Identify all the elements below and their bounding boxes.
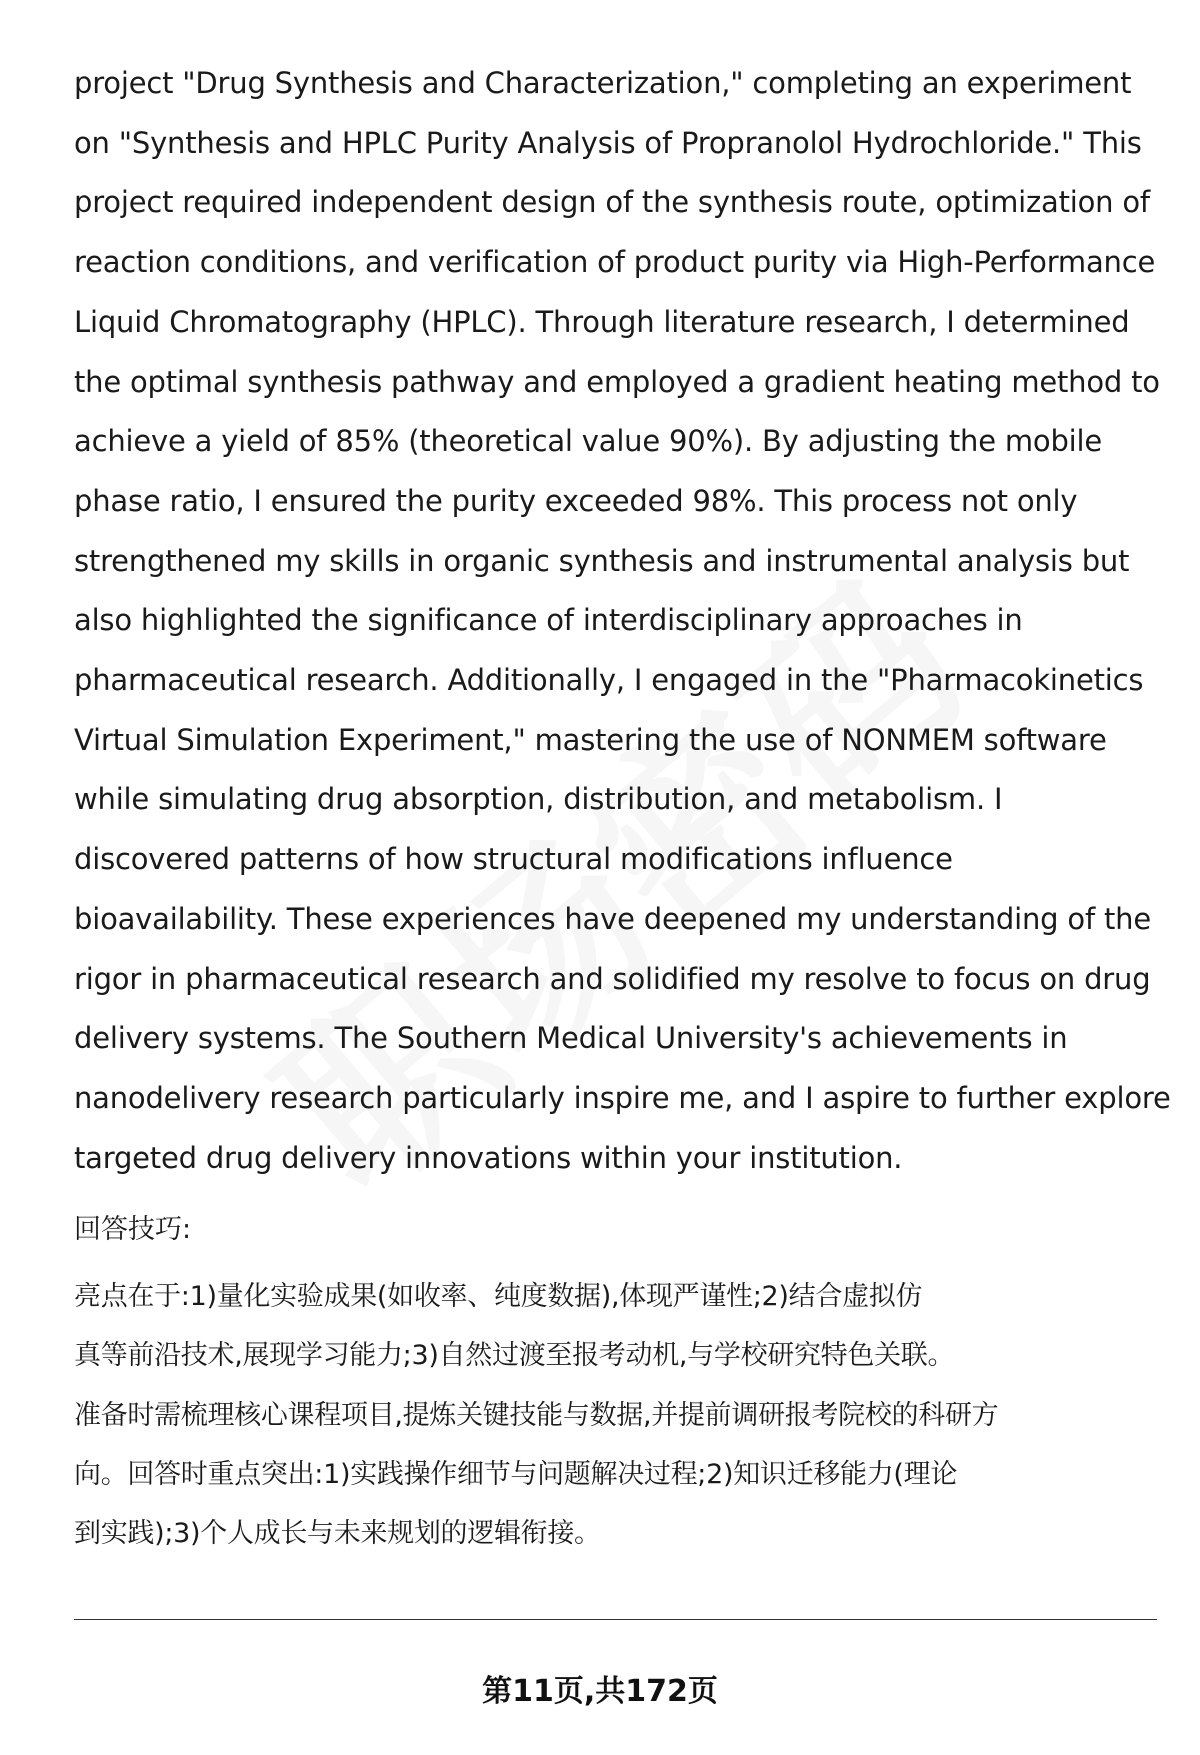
paragraph-line: nanodelivery research particularly inspire me, and I aspire to further explore [74, 1080, 1171, 1115]
tips-line: 准备时需梳理核心课程项目,提炼关键技能与数据,并提前调研报考院校的科研方 [74, 1399, 999, 1431]
page-number: 第11页,共172页 [482, 1674, 718, 1709]
paragraph-line: the optimal synthesis pathway and employed a gradient heating method to [74, 364, 1160, 399]
paragraph-line: rigor in pharmaceutical research and solidified my resolve to focus on drug [74, 961, 1151, 996]
answer-paragraph [74, 54, 1171, 1188]
tips-line: 向。回答时重点突出:1)实践操作细节与问题解决过程;2)知识迁移能力(理论 [74, 1458, 958, 1490]
paragraph-line: reaction conditions, and verification of product purity via High-Performance [74, 245, 1156, 280]
paragraph-line: phase ratio, I ensured the purity exceeded 98%. This process not only [74, 483, 1078, 518]
paragraph-line: also highlighted the significance of interdisciplinary approaches in [74, 603, 1023, 638]
paragraph-line: discovered patterns of how structural modifications influence [74, 842, 953, 877]
paragraph-line: project required independent design of the synthesis route, optimization of [74, 185, 1150, 220]
tips-line: 真等前沿技术,展现学习能力;3)自然过渡至报考动机,与学校研究特色关联。 [74, 1340, 955, 1372]
paragraph-line: Virtual Simulation Experiment," mastering the use of NONMEM software [74, 722, 1107, 757]
paragraph-line: while simulating drug absorption, distribution, and metabolism. I [74, 782, 1003, 817]
paragraph-line: Liquid Chromatography (HPLC). Through literature research, I determined [74, 304, 1130, 339]
tips-line: 到实践);3)个人成长与未来规划的逻辑衔接。 [74, 1518, 601, 1550]
tips-line: 亮点在于:1)量化实验成果(如收率、纯度数据),体现严谨性;2)结合虚拟仿 [74, 1281, 923, 1312]
paragraph-line: pharmaceutical research. Additionally, I engaged in the "Pharmacokinetics [74, 663, 1144, 698]
tips-paragraph [74, 1267, 1154, 1563]
footer-divider [74, 1619, 1157, 1620]
paragraph-line: delivery systems. The Southern Medical University's achievements in [74, 1021, 1068, 1056]
paragraph-line: on "Synthesis and HPLC Purity Analysis of Propranolol Hydrochloride." This [74, 125, 1142, 160]
paragraph-line: achieve a yield of 85% (theoretical value 90%). By adjusting the mobile [74, 424, 1103, 459]
paragraph-line: bioavailability. These experiences have deepened my understanding of the [74, 901, 1151, 936]
paragraph-line: project "Drug Synthesis and Characterization," completing an experiment [74, 66, 1132, 100]
paragraph-line: strengthened my skills in organic synthesis and instrumental analysis but [74, 543, 1130, 578]
tips-heading: 回答技巧: [74, 1214, 192, 1245]
paragraph-line: targeted drug delivery innovations within your institution. [74, 1140, 903, 1175]
